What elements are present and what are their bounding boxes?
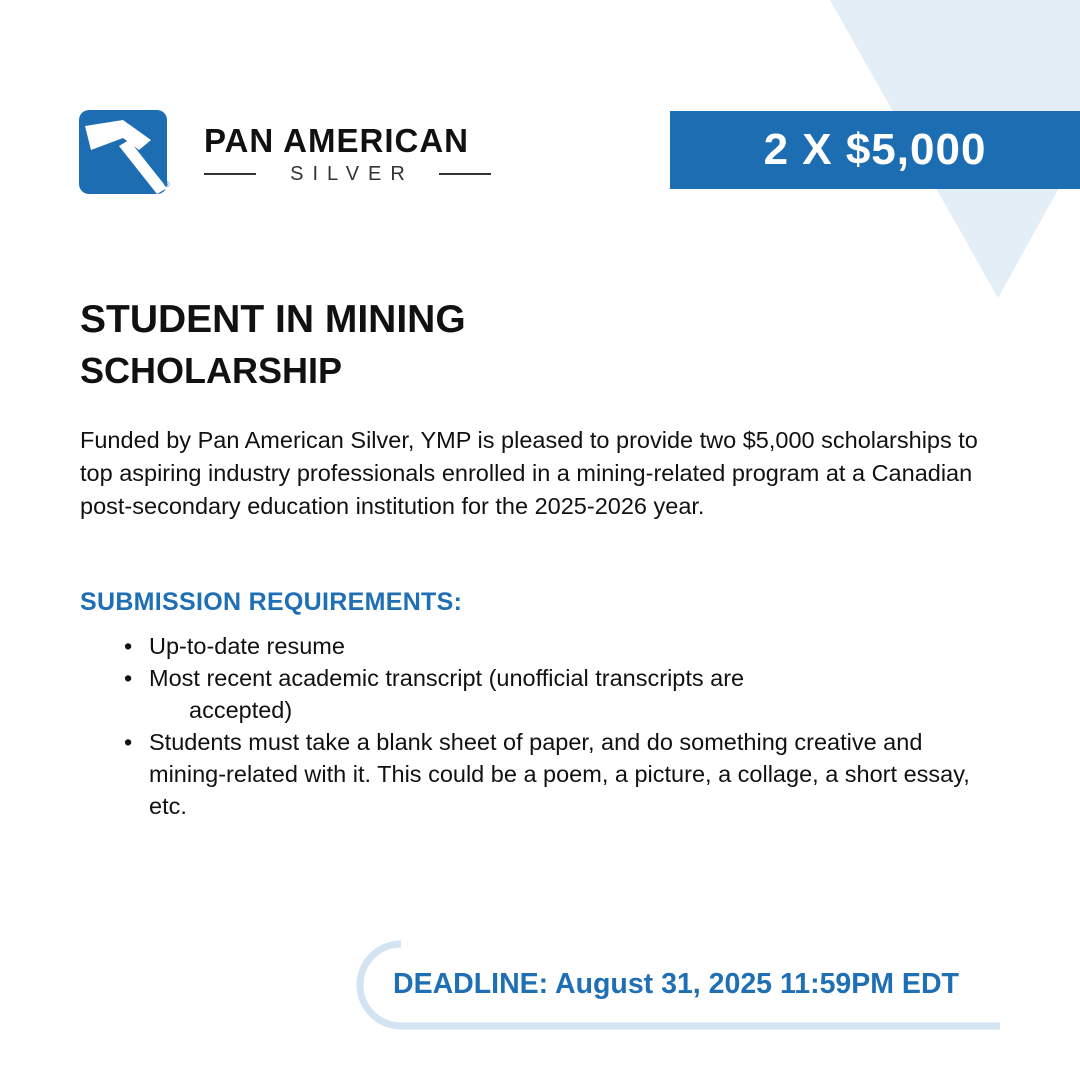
bullet: • [124, 633, 133, 659]
requirements-list [122, 630, 982, 822]
registered-mark: ® [164, 180, 170, 189]
requirements-heading: SUBMISSION REQUIREMENTS: [80, 588, 463, 616]
pan-american-silver-logo [79, 110, 499, 200]
brand-subtitle-row [204, 162, 491, 186]
brand-name: PAN AMERICAN [204, 122, 469, 159]
bullet: • [124, 729, 133, 755]
list-item [122, 630, 982, 662]
brand-subtitle: SILVER [290, 162, 414, 185]
list-item [122, 662, 982, 726]
award-amount-badge: 2 X $5,000 [670, 111, 1080, 189]
list-item-continuation: accepted) [189, 697, 293, 723]
divider [439, 173, 491, 175]
list-item-text: Most recent academic transcript (unofficial transcripts are [149, 665, 745, 691]
scholarship-description: Funded by Pan American Silver, YMP is pleased to provide two $5,000 scholarships to top aspiring industry professionals enrolled in a mining-related program at a Canadian post-secondary education institution for the 2025-2026 year. [80, 427, 978, 519]
page-title: STUDENT IN MINING [80, 298, 466, 341]
list-item-text: Up-to-date resume [149, 633, 345, 659]
bullet: • [124, 665, 133, 691]
list-item [122, 726, 982, 822]
list-item-text: Students must take a blank sheet of paper, and do something creative and mining-related with it. This could be a poem, a picture, a collage, a short essay, etc. [149, 729, 970, 819]
page-subtitle: SCHOLARSHIP [80, 350, 343, 391]
hammer-logo-icon [79, 110, 171, 196]
divider [204, 173, 256, 175]
deadline-text: DEADLINE: August 31, 2025 11:59PM EDT [393, 968, 959, 1000]
